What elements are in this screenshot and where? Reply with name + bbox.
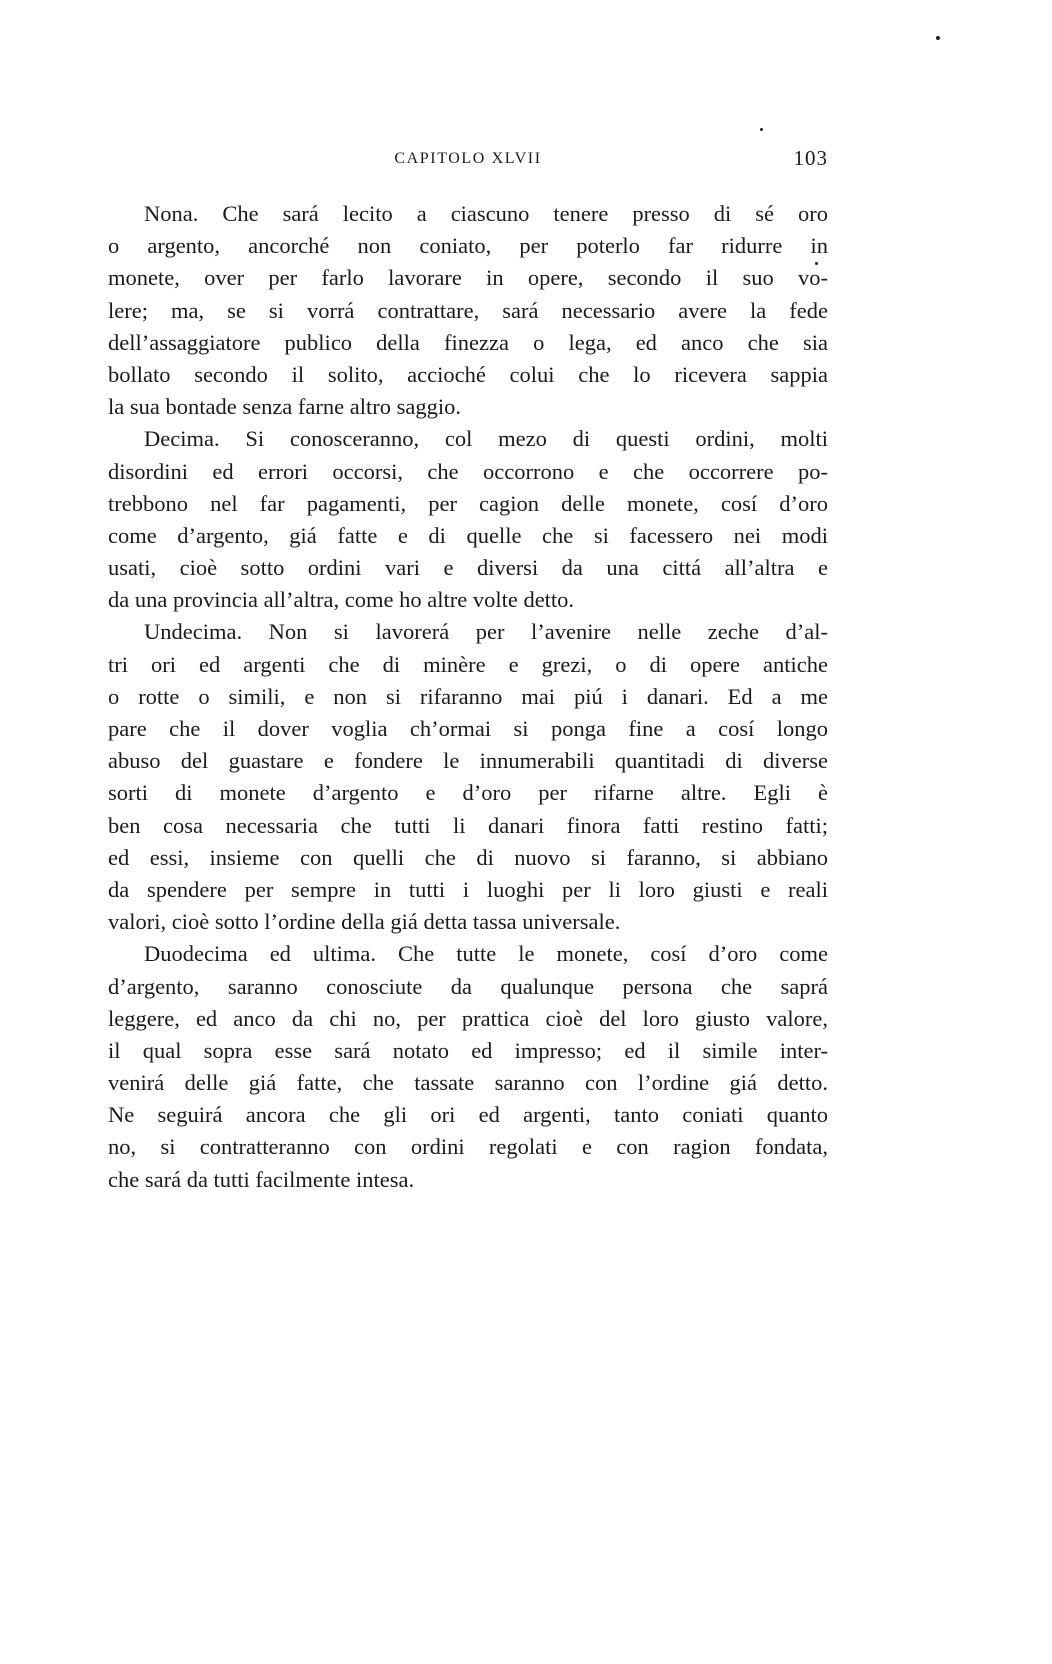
text-line: d’argento, saranno conosciute da qualunque persona che saprá <box>108 973 828 999</box>
scan-speck <box>936 36 940 40</box>
text-line: Duodecima ed ultima. Che tutte le monete, cosí d’oro come <box>144 941 828 967</box>
page-header <box>108 146 828 176</box>
text-line: la sua bontade senza farne altro saggio. <box>108 394 461 420</box>
text-line: ben cosa necessaria che tutti li danari finora fatti restino fatti; <box>108 812 828 838</box>
page-number: 103 <box>793 146 828 170</box>
text-line: lere; ma, se si vorrá contrattare, sará necessario avere la fede <box>108 297 828 323</box>
text-line: Nona. Che sará lecito a ciascuno tenere presso di sé oro <box>144 201 828 226</box>
text-line: che sará da tutti facilmente intesa. <box>108 1166 415 1192</box>
text-line: il qual sopra esse sará notato ed impresso; ed il simile inter- <box>108 1037 828 1063</box>
text-line: disordini ed errori occorsi, che occorrono e che occorrere po- <box>108 458 828 484</box>
text-line: usati, cioè sotto ordini vari e diversi da una cittá all’altra e <box>108 555 828 581</box>
text-line: Undecima. Non si lavorerá per l’avenire nelle zeche d’al- <box>144 619 828 645</box>
text-line: o argento, ancorché non coniato, per poterlo far ridurre in <box>108 233 828 259</box>
text-line: tri ori ed argenti che di minère e grezi, o di opere antiche <box>108 651 828 677</box>
text-line: Decima. Si conosceranno, col mezo di questi ordini, molti <box>144 426 828 452</box>
paragraph-duodecima <box>108 938 828 1196</box>
text-line: no, si contratteranno con ordini regolati e con ragion fondata, <box>108 1134 828 1160</box>
text-line: ed essi, insieme con quelli che di nuovo si faranno, si abbiano <box>108 844 828 870</box>
text-line: come d’argento, giá fatte e di quelle che si facessero nei modi <box>108 522 828 548</box>
text-line: pare che il dover voglia ch’ormai si ponga fine a cosí longo <box>108 716 828 741</box>
text-line: valori, cioè sotto l’ordine della giá detta tassa universale. <box>108 909 621 935</box>
text-line: leggere, ed anco da chi no, per prattica cioè del loro giusto valore, <box>108 1005 828 1031</box>
text-line: sorti di monete d’argento e d’oro per rifarne altre. Egli è <box>108 780 828 806</box>
paragraph-decima <box>108 423 828 616</box>
scan-speck <box>760 128 763 131</box>
paragraph-undecima <box>108 616 828 938</box>
text-line: venirá delle giá fatte, che tassate saranno con l’ordine giá detto. <box>108 1070 828 1096</box>
paragraph-nona <box>108 198 828 423</box>
body-text <box>108 198 828 1196</box>
text-line: dell’assaggiatore publico della finezza o lega, ed anco che sia <box>108 329 828 355</box>
text-line: trebbono nel far pagamenti, per cagion delle monete, cosí d’oro <box>108 490 828 516</box>
text-line: Ne seguirá ancora che gli ori ed argenti, tanto coniati quanto <box>108 1102 828 1128</box>
running-title: CAPITOLO XLVII <box>394 150 542 167</box>
text-line: da una provincia all’altra, come ho altre volte detto. <box>108 587 575 613</box>
text-line: bollato secondo il solito, accioché colui che lo ricevera sappia <box>108 361 828 387</box>
text-line: da spendere per sempre in tutti i luoghi per li loro giusti e reali <box>108 876 828 902</box>
text-line: monete, over per farlo lavorare in opere, secondo il suo vo- <box>108 265 828 291</box>
text-line: abuso del guastare e fondere le innumerabili quantitadi di diverse <box>108 748 828 774</box>
text-line: o rotte o simili, e non si rifaranno mai piú i danari. Ed a me <box>108 683 828 709</box>
scan-speck <box>815 262 818 265</box>
